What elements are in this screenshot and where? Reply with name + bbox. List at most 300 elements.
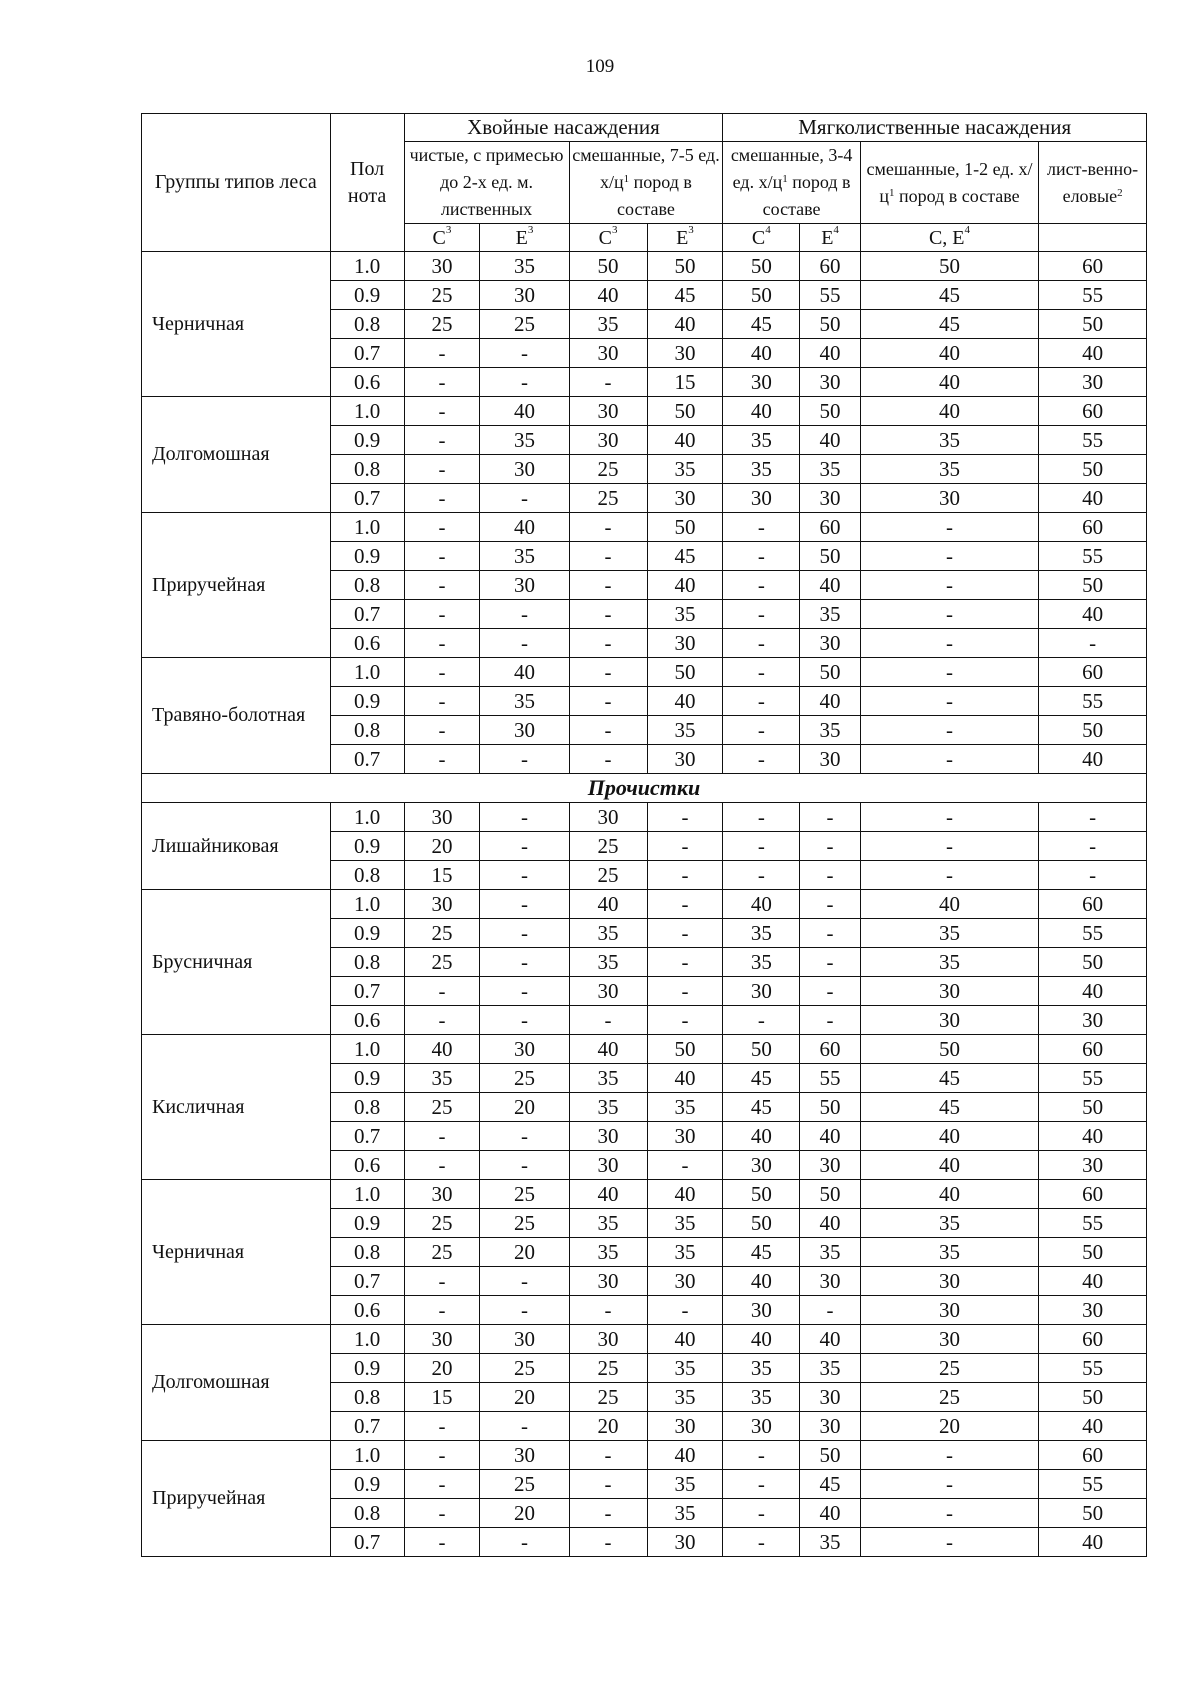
value-cell: 25 <box>860 1383 1038 1412</box>
fullness-cell: 0.9 <box>330 919 404 948</box>
value-cell: - <box>647 919 723 948</box>
value-cell: - <box>723 1528 800 1557</box>
value-cell: - <box>723 513 800 542</box>
value-cell: 20 <box>480 1238 569 1267</box>
value-cell: - <box>569 745 647 774</box>
fullness-cell: 0.9 <box>330 687 404 716</box>
fullness-cell: 0.9 <box>330 542 404 571</box>
value-cell: 35 <box>404 1064 480 1093</box>
value-cell: - <box>569 542 647 571</box>
header-species: $Е^3$ <box>647 224 723 252</box>
value-cell: - <box>860 1528 1038 1557</box>
value-cell: - <box>480 745 569 774</box>
value-cell: - <box>800 919 861 948</box>
value-cell: 40 <box>647 1441 723 1470</box>
value-cell: - <box>723 600 800 629</box>
value-cell: 30 <box>723 368 800 397</box>
table-row <box>142 1325 1147 1354</box>
value-cell: 40 <box>723 339 800 368</box>
value-cell: 30 <box>860 1267 1038 1296</box>
value-cell: 30 <box>569 397 647 426</box>
value-cell: 40 <box>860 1151 1038 1180</box>
fullness-cell: 0.6 <box>330 1151 404 1180</box>
value-cell: 15 <box>647 368 723 397</box>
fullness-cell: 1.0 <box>330 1441 404 1470</box>
value-cell: 30 <box>723 1412 800 1441</box>
value-cell: 40 <box>860 1180 1038 1209</box>
value-cell: - <box>723 803 800 832</box>
value-cell: 30 <box>404 1180 480 1209</box>
value-cell: 30 <box>647 1122 723 1151</box>
value-cell: - <box>480 1151 569 1180</box>
value-cell: - <box>800 832 861 861</box>
value-cell: 30 <box>860 977 1038 1006</box>
value-cell: 35 <box>480 252 569 281</box>
value-cell: 55 <box>1039 1470 1147 1499</box>
value-cell: 40 <box>860 368 1038 397</box>
value-cell: 25 <box>480 310 569 339</box>
header-species: $Е^4$ <box>800 224 861 252</box>
header-fullness: Пол нота <box>330 114 404 252</box>
value-cell: 35 <box>723 426 800 455</box>
value-cell: 40 <box>860 890 1038 919</box>
fullness-cell: 0.8 <box>330 455 404 484</box>
value-cell: - <box>480 803 569 832</box>
forest-group-name: Приручейная <box>142 513 331 658</box>
value-cell: 30 <box>800 1151 861 1180</box>
value-cell: 30 <box>800 1267 861 1296</box>
fullness-cell: 0.7 <box>330 600 404 629</box>
value-cell: 50 <box>647 252 723 281</box>
table-row <box>142 1035 1147 1064</box>
value-cell: 35 <box>569 1093 647 1122</box>
value-cell: 55 <box>1039 542 1147 571</box>
value-cell: 50 <box>1039 1093 1147 1122</box>
value-cell: 40 <box>647 426 723 455</box>
fullness-cell: 0.9 <box>330 1209 404 1238</box>
value-cell: 40 <box>800 1122 861 1151</box>
value-cell: 30 <box>569 426 647 455</box>
value-cell: 30 <box>723 1296 800 1325</box>
value-cell: 25 <box>404 948 480 977</box>
value-cell: - <box>404 1267 480 1296</box>
value-cell: 40 <box>480 513 569 542</box>
value-cell: 40 <box>647 1325 723 1354</box>
value-cell: 30 <box>800 1383 861 1412</box>
value-cell: 35 <box>723 1383 800 1412</box>
value-cell: 50 <box>800 1180 861 1209</box>
value-cell: - <box>404 1528 480 1557</box>
value-cell: - <box>404 716 480 745</box>
fullness-cell: 1.0 <box>330 397 404 426</box>
value-cell: 35 <box>800 600 861 629</box>
fullness-cell: 0.8 <box>330 1499 404 1528</box>
value-cell: 35 <box>860 919 1038 948</box>
value-cell: 25 <box>404 1209 480 1238</box>
header-col-deciduous-spruce <box>1039 142 1147 224</box>
header-col-mixed-7-5-after: пород в составе <box>617 172 692 219</box>
value-cell: 50 <box>800 1093 861 1122</box>
fullness-cell: 0.7 <box>330 1412 404 1441</box>
value-cell: 35 <box>647 1238 723 1267</box>
value-cell: 55 <box>1039 1354 1147 1383</box>
value-cell: 40 <box>723 1267 800 1296</box>
value-cell: 30 <box>860 484 1038 513</box>
value-cell: 30 <box>569 1151 647 1180</box>
value-cell: 35 <box>647 1093 723 1122</box>
value-cell: 50 <box>1039 1383 1147 1412</box>
value-cell: 60 <box>1039 1180 1147 1209</box>
value-cell: - <box>723 1006 800 1035</box>
value-cell: - <box>723 571 800 600</box>
fullness-cell: 1.0 <box>330 890 404 919</box>
value-cell: - <box>404 1006 480 1035</box>
value-cell: - <box>723 629 800 658</box>
fullness-cell: 0.8 <box>330 1238 404 1267</box>
value-cell: 60 <box>800 513 861 542</box>
value-cell: 30 <box>480 455 569 484</box>
value-cell: 25 <box>569 1354 647 1383</box>
forest-group-name: Лишайниковая <box>142 803 331 890</box>
value-cell: - <box>404 745 480 774</box>
value-cell: - <box>647 1296 723 1325</box>
value-cell: 30 <box>569 339 647 368</box>
value-cell: - <box>480 948 569 977</box>
value-cell: - <box>723 832 800 861</box>
value-cell: 35 <box>800 1528 861 1557</box>
value-cell: 45 <box>860 281 1038 310</box>
fullness-cell: 0.9 <box>330 1064 404 1093</box>
value-cell: - <box>404 1499 480 1528</box>
table-row <box>142 890 1147 919</box>
value-cell: 55 <box>1039 687 1147 716</box>
value-cell: 40 <box>647 1180 723 1209</box>
value-cell: - <box>404 368 480 397</box>
value-cell: 50 <box>723 252 800 281</box>
value-cell: 45 <box>723 1238 800 1267</box>
value-cell: 50 <box>1039 716 1147 745</box>
value-cell: 30 <box>569 803 647 832</box>
value-cell: 50 <box>723 281 800 310</box>
value-cell: 50 <box>1039 1499 1147 1528</box>
fullness-cell: 0.7 <box>330 977 404 1006</box>
value-cell: 50 <box>723 1209 800 1238</box>
value-cell: - <box>1039 861 1147 890</box>
header-row-groups <box>142 114 1147 142</box>
value-cell: 60 <box>800 1035 861 1064</box>
value-cell: 30 <box>404 252 480 281</box>
value-cell: - <box>723 687 800 716</box>
value-cell: 45 <box>860 1064 1038 1093</box>
header-softwood-stands: Мягколиственные насаждения <box>723 114 1147 142</box>
value-cell: - <box>569 716 647 745</box>
value-cell: - <box>404 571 480 600</box>
value-cell: 20 <box>404 1354 480 1383</box>
fullness-cell: 0.7 <box>330 484 404 513</box>
value-cell: - <box>800 861 861 890</box>
value-cell: 40 <box>569 1180 647 1209</box>
value-cell: - <box>569 1470 647 1499</box>
table-row <box>142 1441 1147 1470</box>
value-cell: - <box>860 861 1038 890</box>
value-cell: - <box>569 687 647 716</box>
value-cell: - <box>569 1296 647 1325</box>
value-cell: 60 <box>1039 1441 1147 1470</box>
value-cell: - <box>569 1528 647 1557</box>
value-cell: - <box>860 571 1038 600</box>
value-cell: - <box>800 948 861 977</box>
header-species: $С^4$ <box>723 224 800 252</box>
value-cell: 40 <box>800 1499 861 1528</box>
value-cell: 30 <box>800 368 861 397</box>
value-cell: 35 <box>800 716 861 745</box>
value-cell: - <box>404 600 480 629</box>
table-row <box>142 252 1147 281</box>
value-cell: 30 <box>480 1441 569 1470</box>
header-species: $С^3$ <box>404 224 480 252</box>
value-cell: 60 <box>1039 1035 1147 1064</box>
value-cell: - <box>860 600 1038 629</box>
value-cell: 35 <box>723 948 800 977</box>
value-cell: - <box>569 1499 647 1528</box>
section-title: Прочистки <box>142 774 1147 803</box>
fullness-cell: 0.9 <box>330 832 404 861</box>
value-cell: 40 <box>800 1325 861 1354</box>
value-cell: 45 <box>647 542 723 571</box>
value-cell: 50 <box>1039 1238 1147 1267</box>
value-cell: - <box>480 1006 569 1035</box>
value-cell: 30 <box>404 1325 480 1354</box>
value-cell: - <box>647 977 723 1006</box>
value-cell: 30 <box>647 1528 723 1557</box>
value-cell: 40 <box>1039 977 1147 1006</box>
footnote-mark: 1 <box>782 173 788 185</box>
value-cell: - <box>569 368 647 397</box>
fullness-cell: 0.9 <box>330 1354 404 1383</box>
table-row <box>142 1180 1147 1209</box>
value-cell: 40 <box>647 687 723 716</box>
value-cell: - <box>860 658 1038 687</box>
value-cell: 40 <box>860 1122 1038 1151</box>
value-cell: 60 <box>1039 252 1147 281</box>
footnote-mark: 1 <box>623 173 630 185</box>
fullness-cell: 0.8 <box>330 948 404 977</box>
table-row <box>142 658 1147 687</box>
value-cell: 25 <box>569 484 647 513</box>
value-cell: 30 <box>800 745 861 774</box>
value-cell: 25 <box>404 310 480 339</box>
value-cell: 30 <box>647 1412 723 1441</box>
value-cell: - <box>647 1151 723 1180</box>
value-cell: 50 <box>569 252 647 281</box>
value-cell: 35 <box>569 919 647 948</box>
header-col-mixed-1-2-text: смешанные, 1-2 ед. х/ц <box>866 158 1033 206</box>
value-cell: 30 <box>860 1296 1038 1325</box>
value-cell: - <box>404 484 480 513</box>
value-cell: 35 <box>647 1209 723 1238</box>
value-cell: 35 <box>800 1238 861 1267</box>
value-cell: 35 <box>569 948 647 977</box>
value-cell: 30 <box>1039 1006 1147 1035</box>
value-cell: 30 <box>480 1035 569 1064</box>
value-cell: 40 <box>1039 1267 1147 1296</box>
value-cell: 25 <box>404 1093 480 1122</box>
value-cell: 50 <box>860 252 1038 281</box>
value-cell: - <box>860 629 1038 658</box>
value-cell: 20 <box>860 1412 1038 1441</box>
value-cell: 30 <box>647 745 723 774</box>
fullness-cell: 0.9 <box>330 426 404 455</box>
fullness-cell: 1.0 <box>330 252 404 281</box>
value-cell: 40 <box>860 339 1038 368</box>
value-cell: - <box>480 368 569 397</box>
value-cell: - <box>1039 832 1147 861</box>
value-cell: - <box>404 658 480 687</box>
value-cell: - <box>860 513 1038 542</box>
value-cell: - <box>404 455 480 484</box>
fullness-cell: 0.6 <box>330 1296 404 1325</box>
value-cell: - <box>569 658 647 687</box>
value-cell: 25 <box>569 455 647 484</box>
value-cell: 55 <box>1039 1064 1147 1093</box>
value-cell: - <box>404 513 480 542</box>
header-species: $С^3$ <box>569 224 647 252</box>
value-cell: 55 <box>800 1064 861 1093</box>
value-cell: 25 <box>404 1238 480 1267</box>
value-cell: 50 <box>1039 571 1147 600</box>
value-cell: 45 <box>723 310 800 339</box>
value-cell: 50 <box>1039 310 1147 339</box>
value-cell: 25 <box>480 1354 569 1383</box>
value-cell: - <box>860 745 1038 774</box>
value-cell: - <box>800 977 861 1006</box>
value-cell: 30 <box>1039 1151 1147 1180</box>
value-cell: 40 <box>647 310 723 339</box>
value-cell: 30 <box>647 339 723 368</box>
value-cell: - <box>480 1267 569 1296</box>
value-cell: - <box>480 977 569 1006</box>
fullness-cell: 1.0 <box>330 513 404 542</box>
value-cell: 50 <box>800 310 861 339</box>
value-cell: 25 <box>569 832 647 861</box>
value-cell: 25 <box>569 861 647 890</box>
header-species: С, $Е^4$ <box>860 224 1038 252</box>
value-cell: 60 <box>1039 890 1147 919</box>
value-cell: 35 <box>647 1383 723 1412</box>
value-cell: 35 <box>647 1499 723 1528</box>
value-cell: 40 <box>569 1035 647 1064</box>
value-cell: 40 <box>1039 339 1147 368</box>
header-col-mixed-1-2-after: пород в составе <box>894 185 1020 206</box>
value-cell: 40 <box>800 339 861 368</box>
header-forest-groups: Группы типов леса <box>142 114 331 252</box>
value-cell: 30 <box>723 484 800 513</box>
value-cell: - <box>723 861 800 890</box>
value-cell: 30 <box>723 977 800 1006</box>
fullness-cell: 0.9 <box>330 1470 404 1499</box>
value-cell: - <box>404 397 480 426</box>
value-cell: 35 <box>569 1064 647 1093</box>
header-col-mixed-3-4-after: пород в составе <box>762 172 851 219</box>
value-cell: - <box>860 1441 1038 1470</box>
value-cell: 35 <box>480 542 569 571</box>
section-row <box>142 774 1147 803</box>
value-cell: - <box>723 716 800 745</box>
value-cell: - <box>860 716 1038 745</box>
value-cell: 20 <box>480 1499 569 1528</box>
value-cell: 60 <box>1039 513 1147 542</box>
fullness-cell: 1.0 <box>330 1325 404 1354</box>
value-cell: 20 <box>404 832 480 861</box>
value-cell: 45 <box>723 1064 800 1093</box>
value-cell: - <box>647 890 723 919</box>
value-cell: - <box>1039 803 1147 832</box>
table-row <box>142 397 1147 426</box>
value-cell: - <box>647 861 723 890</box>
value-cell: 25 <box>569 1383 647 1412</box>
value-cell: 40 <box>647 571 723 600</box>
value-cell: - <box>569 1441 647 1470</box>
table-row <box>142 513 1147 542</box>
forest-group-name: Кисличная <box>142 1035 331 1180</box>
value-cell: 35 <box>647 1354 723 1383</box>
value-cell: 40 <box>723 1122 800 1151</box>
value-cell: 35 <box>860 948 1038 977</box>
value-cell: - <box>404 1441 480 1470</box>
value-cell: 35 <box>647 1470 723 1499</box>
value-cell: 30 <box>1039 368 1147 397</box>
value-cell: - <box>860 542 1038 571</box>
value-cell: 30 <box>480 281 569 310</box>
value-cell: - <box>723 1441 800 1470</box>
value-cell: 60 <box>800 252 861 281</box>
fullness-cell: 0.8 <box>330 571 404 600</box>
value-cell: 60 <box>1039 1325 1147 1354</box>
fullness-cell: 1.0 <box>330 658 404 687</box>
fullness-cell: 0.8 <box>330 716 404 745</box>
value-cell: 35 <box>569 1238 647 1267</box>
value-cell: - <box>480 339 569 368</box>
value-cell: 30 <box>800 484 861 513</box>
value-cell: 30 <box>647 629 723 658</box>
value-cell: 40 <box>647 1064 723 1093</box>
value-cell: 40 <box>1039 1528 1147 1557</box>
value-cell: 40 <box>800 426 861 455</box>
value-cell: 35 <box>860 455 1038 484</box>
fullness-cell: 1.0 <box>330 1035 404 1064</box>
value-cell: 40 <box>1039 600 1147 629</box>
value-cell: 50 <box>800 397 861 426</box>
fullness-cell: 0.8 <box>330 1383 404 1412</box>
fullness-cell: 0.8 <box>330 861 404 890</box>
value-cell: 40 <box>800 571 861 600</box>
value-cell: 35 <box>723 455 800 484</box>
value-cell: 55 <box>1039 919 1147 948</box>
value-cell: 30 <box>860 1325 1038 1354</box>
value-cell: - <box>800 803 861 832</box>
value-cell: 50 <box>723 1180 800 1209</box>
value-cell: - <box>404 977 480 1006</box>
value-cell: - <box>860 1499 1038 1528</box>
value-cell: - <box>569 629 647 658</box>
value-cell: - <box>480 600 569 629</box>
value-cell: - <box>480 1412 569 1441</box>
table-row <box>142 803 1147 832</box>
value-cell: 35 <box>800 1354 861 1383</box>
value-cell: - <box>647 803 723 832</box>
value-cell: - <box>860 803 1038 832</box>
header-col-mixed-3-4 <box>723 142 860 224</box>
